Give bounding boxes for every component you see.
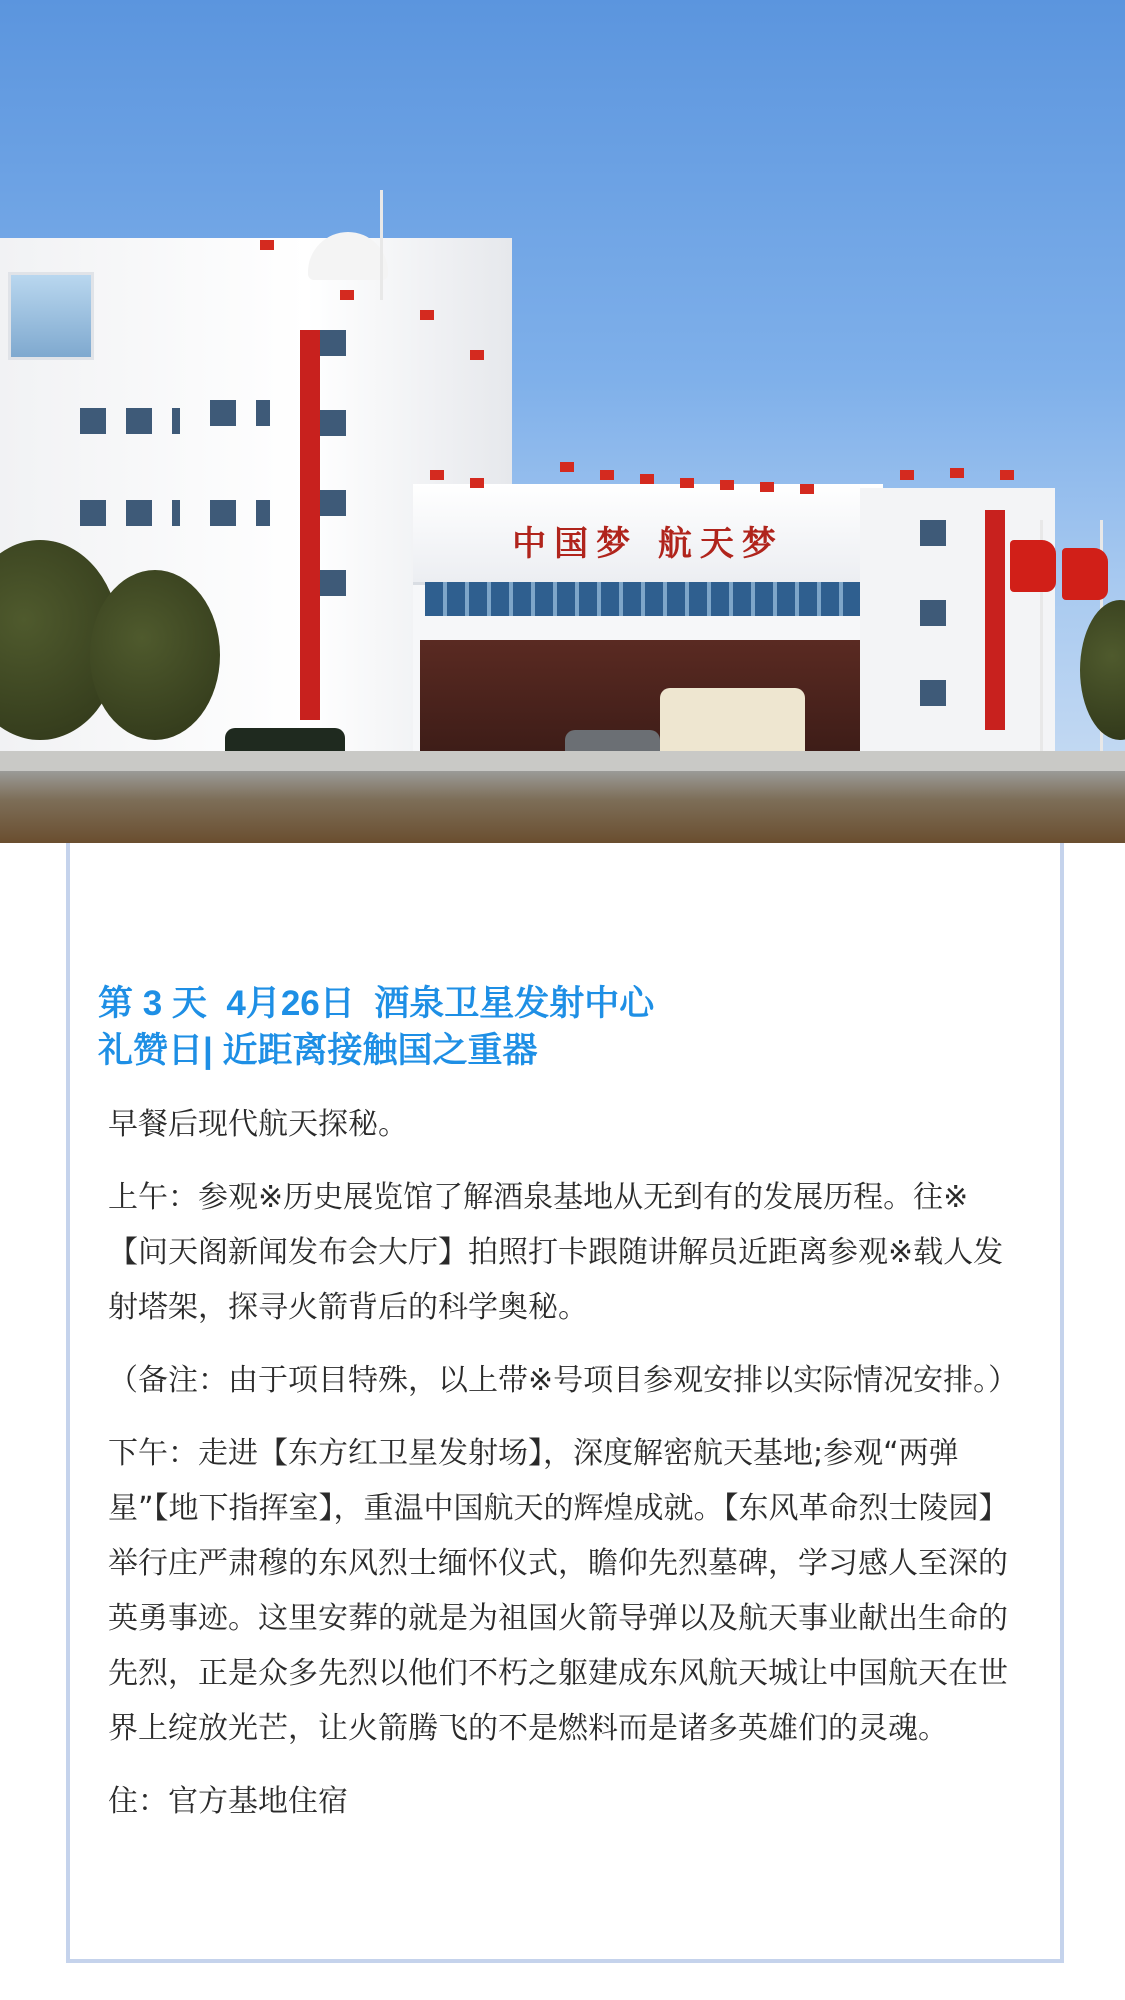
- flag: [950, 468, 964, 478]
- hall-sign-text: 中国梦 航天梦: [512, 524, 784, 564]
- window-row: [320, 570, 360, 596]
- day-heading: [98, 980, 998, 1074]
- window-row: [320, 330, 360, 356]
- window-row: [920, 600, 946, 626]
- window-row: [320, 490, 360, 516]
- paragraph-morning: 上午：参观※历史展览馆了解酒泉基地从无到有的发展历程。往※【问天阁新闻发布会大厅】拍照打卡跟随讲解员近距离参观※载人发射塔架，探寻火箭背后的科学奥秘。: [108, 1180, 1004, 1325]
- flag: [430, 470, 444, 480]
- red-flag: [1010, 540, 1056, 592]
- paragraph-breakfast: 早餐后现代航天探秘。: [108, 1107, 408, 1142]
- itinerary-body: [108, 1097, 1028, 1847]
- building-annex: [860, 488, 1055, 758]
- window-row: [320, 410, 360, 436]
- flag: [760, 482, 774, 492]
- flag: [470, 350, 484, 360]
- flag: [600, 470, 614, 480]
- tree: [1080, 600, 1125, 740]
- vertical-banner: [985, 510, 1005, 730]
- flag: [420, 310, 434, 320]
- tree: [90, 570, 220, 740]
- hall-window-strip: [425, 582, 870, 616]
- flag: [900, 470, 914, 480]
- flag: [680, 478, 694, 488]
- window-row: [80, 408, 180, 434]
- window-row: [210, 500, 270, 526]
- paragraph-afternoon: 下午：走进【东方红卫星发射场】，深度解密航天基地;参观“两弹星”【地下指挥室】，重温中国航天的辉煌成就。【东风革命烈士陵园】举行庄严肃穆的东风烈士缅怀仪式，瞻仰先烈墓碑，学习感人至深的英勇事迹。这里安葬的就是为祖国火箭导弹以及航天事业献出生命的先烈，正是众多先烈以他们不朽之躯建成东风航天城让中国航天在世界上绽放光芒，让火箭腾飞的不是燃料而是诸多英雄们的灵魂。: [108, 1436, 1009, 1746]
- window-row: [210, 400, 270, 426]
- window-row: [920, 520, 946, 546]
- window-row: [80, 500, 180, 526]
- red-flag: [1062, 548, 1108, 600]
- paragraph-note: （备注：由于项目特殊，以上带※号项目参观安排以实际情况安排。）: [108, 1363, 1019, 1398]
- flag: [340, 290, 354, 300]
- paragraph-accommodation: 住：官方基地住宿: [108, 1784, 348, 1819]
- glass-penthouse: [8, 272, 94, 360]
- window-row: [920, 680, 946, 706]
- flag: [260, 240, 274, 250]
- flag: [640, 474, 654, 484]
- day-title: 第 3 天 4月26日 酒泉卫星发射中心: [98, 984, 655, 1023]
- flag: [560, 462, 574, 472]
- day-subtitle: 礼赞日| 近距离接触国之重器: [98, 1031, 538, 1070]
- antenna-mast: [380, 190, 383, 300]
- ground: [0, 771, 1125, 843]
- flag: [470, 478, 484, 488]
- vertical-banner: [300, 330, 320, 720]
- flag: [800, 484, 814, 494]
- flag: [1000, 470, 1014, 480]
- hero-photo: [0, 0, 1125, 843]
- flag: [720, 480, 734, 490]
